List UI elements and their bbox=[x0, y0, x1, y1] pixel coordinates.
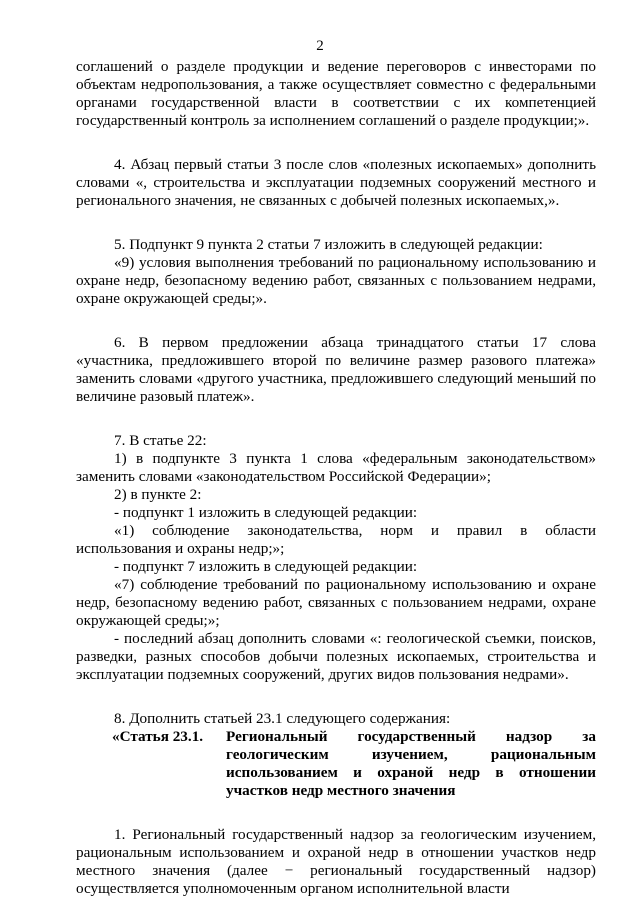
paragraph: 5. Подпункт 9 пункта 2 статьи 7 изложить в следующей редакции: bbox=[114, 236, 543, 253]
paragraph-list bbox=[76, 58, 596, 728]
spacer bbox=[76, 684, 596, 710]
paragraph: 4. Абзац первый статьи 3 после слов «полезных ископаемых» дополнить словами «, строительства и эксплуатации подземных сооружений местного и регионального значения, не связанных с добычей полезных ископаемых,». bbox=[76, 156, 596, 209]
paragraph: «9) условия выполнения требований по рациональному использованию и охране недр, безопасному ведению работ, связанных с пользованием недрами, охране окружающей среды;». bbox=[76, 254, 596, 307]
paragraph: 8. Дополнить статьей 23.1 следующего содержания: bbox=[114, 710, 451, 727]
paragraph: - подпункт 7 изложить в следующей редакции: bbox=[114, 558, 418, 575]
spacer bbox=[76, 406, 596, 432]
document-body bbox=[76, 58, 596, 898]
paragraph: 2) в пункте 2: bbox=[114, 486, 202, 503]
article-label: «Статья 23.1. bbox=[112, 728, 204, 745]
article-title: Региональный государственный надзор за геологическим изучением, рациональным использованием и охраной недр в отношении участков недр местного значения bbox=[226, 728, 596, 799]
paragraph: - последний абзац дополнить словами «: геологической съемки, поисков, разведки, разных способов добычи полезных ископаемых, строительства и эксплуатации подземных сооружений, других видов пользования недрами». bbox=[76, 630, 596, 683]
paragraph: 7. В статье 22: bbox=[114, 432, 207, 449]
paragraph: соглашений о разделе продукции и ведение переговоров с инвесторами по объектам недропользования, а также осуществляет совместно с федеральными органами государственной власти в соответствии с их компетенцией государственный контроль за исполнением соглашений о разделе продукции;». bbox=[76, 58, 596, 129]
page-number: 2 bbox=[316, 38, 324, 54]
spacer bbox=[76, 308, 596, 334]
paragraph: 1) в подпункте 3 пункта 1 слова «федеральным законодательством» заменить словами «законодательством Российской Федерации»; bbox=[76, 450, 596, 485]
paragraph: «1) соблюдение законодательства, норм и правил в области использования и охраны недр;»; bbox=[76, 522, 596, 557]
spacer bbox=[76, 800, 596, 826]
paragraph: - подпункт 1 изложить в следующей редакции: bbox=[114, 504, 418, 521]
paragraph: 6. В первом предложении абзаца тринадцатого статьи 17 слова «участника, предложившего второй по величине размер разового платежа» заменить словами «другого участника, предложившего следующий меньший по величине разовый платеж». bbox=[76, 334, 596, 405]
article-heading bbox=[76, 728, 596, 800]
spacer bbox=[76, 210, 596, 236]
article-paragraph: 1. Региональный государственный надзор за геологическим изучением, рациональным использованием и охраной недр в отношении участков недр местного значения (далее − региональный государственный надзор) осуществляется уполномоченным органом исполнительной власти bbox=[76, 826, 596, 897]
spacer bbox=[76, 130, 596, 156]
paragraph: «7) соблюдение требований по рациональному использованию и охране недр, безопасному ведению работ, связанных с пользованием недрами, охране окружающей среды;»; bbox=[76, 576, 596, 629]
